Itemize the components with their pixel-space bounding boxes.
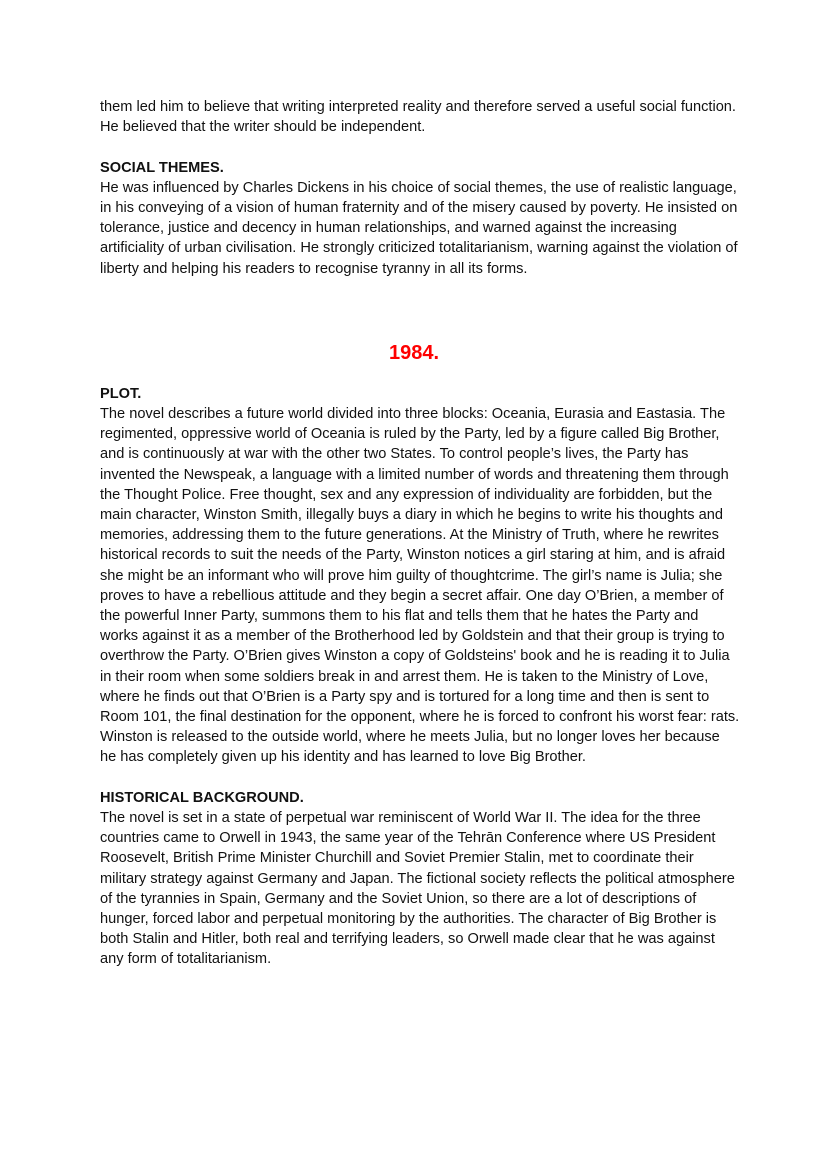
historical-background-paragraph: The novel is set in a state of perpetual war reminiscent of World War II. The idea for the three countries came to Orwell in 1943, the same year of the Tehrān Conference where US President Roosevelt, British Prime Minister Churchill and Soviet Premier Stalin, met to coordinate their military strategy against Germany and Japan. The fictional society reflects the political atmosphere of the tyrannies in Spain, Germany and the Soviet Union, so there are a lot of descriptions of hunger, forced labor and perpetual monitoring by the authorities. The character of Big Brother is both Stalin and Hitler, both real and terrifying leaders, so Orwell made clear that he was against any form of totalitarianism. [100,810,735,968]
intro-paragraph: them led him to believe that writing interpreted reality and therefore served a useful social function. He believed that the writer should be independent. [100,99,736,136]
spacer [100,365,740,384]
book-title: 1984. [388,341,440,364]
plot-heading: PLOT. [100,385,142,402]
document-page [100,97,740,970]
spacer [100,137,740,157]
plot-paragraph: The novel describes a future world divided into three blocks: Oceania, Eurasia and Eastasia. The regimented, oppressive world of Oceania is ruled by the Party, led by a figure called Big Brother, and is continuously at war with the other two States. To control people’s lives, the Party has invented the Newspeak, a language with a limited number of words and threatening them through the Thought Police. Free thought, sex and any expression of individuality are forbidden, but the main character, Winston Smith, illegally buys a diary in which he begins to write his thoughts and memories, addressing them to the future generations. At the Ministry of Truth, where he rewrites historical records to suit the needs of the Party, Winston notices a girl staring at him, and is afraid she might be an informant who will prove him guilty of thoughtcrime. The girl’s name is Julia; she proves to have a rebellious attitude and they begin a secret affair. One day O’Brien, a member of the powerful Inner Party, summons them to his flat and tells them that he hates the Party and works against it as a member of the Brotherhood led by Goldstein and that their group is trying to overthrow the Party. O’Brien gives Winston a copy of Goldsteins' book and he is reading it to Julia in their room when some soldiers break in and arrest them. He is taken to the Ministry of Love, where he finds out that O’Brien is a Party spy and is tortured for a long time and then is sent to Room 101, the final destination for the opponent, where he is forced to confront his worst fear: rats. Winston is released to the outside world, where he meets Julia, but no longer loves her because he has completely given up his identity and has learned to love Big Brother. [100,406,740,766]
spacer [100,768,740,788]
spacer [100,279,740,341]
social-themes-paragraph: He was influenced by Charles Dickens in his choice of social themes, the use of realistic language, in his conveying of a vision of human fraternity and of the misery caused by poverty. He insisted on tolerance, justice and decency in human relationships, and warned against the increasing artificiality of urban civilisation. He strongly criticized totalitarianism, warning against the violation of liberty and helping his readers to recognise tyranny in all its forms. [100,179,738,277]
social-themes-heading: SOCIAL THEMES. [100,159,224,176]
historical-background-heading: HISTORICAL BACKGROUND. [100,789,304,806]
